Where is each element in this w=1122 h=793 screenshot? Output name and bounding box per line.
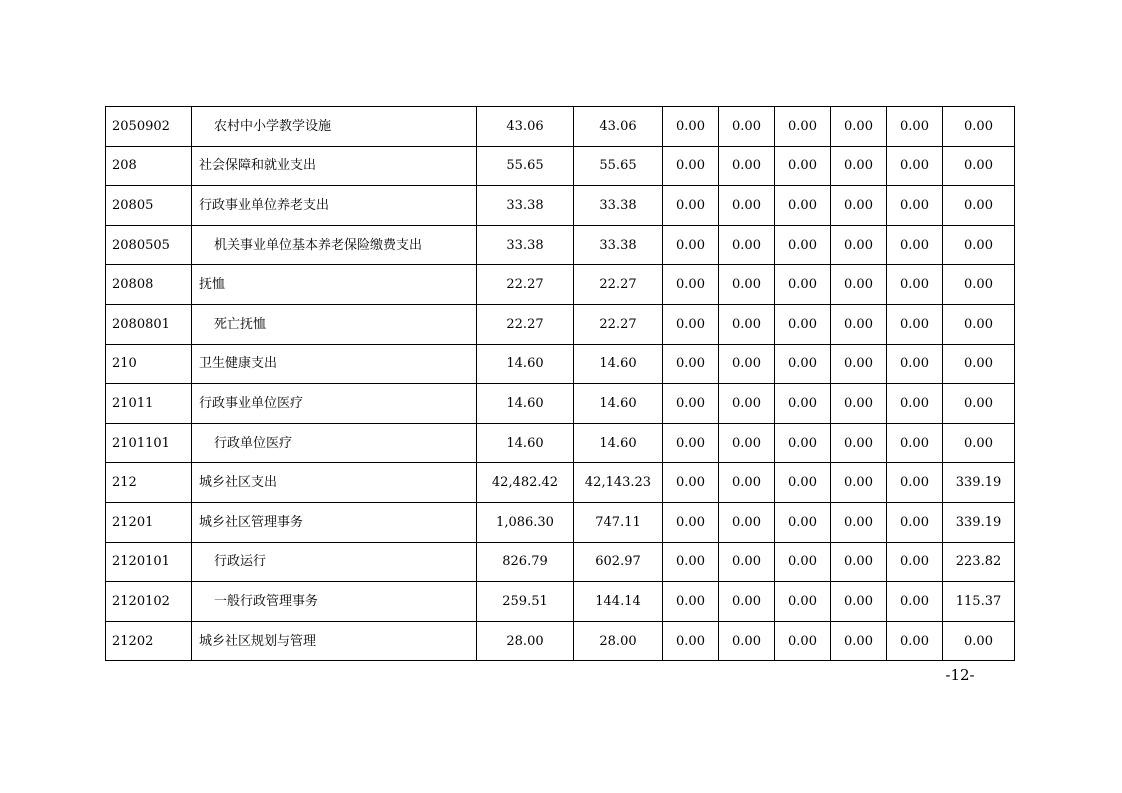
subject-name-cell: 社会保障和就业支出 xyxy=(192,146,477,186)
amount-cell: 0.00 xyxy=(887,423,943,463)
amount-cell: 22.27 xyxy=(477,304,574,344)
table-row xyxy=(106,225,1015,265)
amount-cell: 42,482.42 xyxy=(477,463,574,503)
amount-cell: 0.00 xyxy=(775,107,831,147)
amount-cell: 0.00 xyxy=(663,502,719,542)
amount-cell: 0.00 xyxy=(887,146,943,186)
subject-code-cell: 212 xyxy=(106,463,192,503)
amount-cell: 0.00 xyxy=(663,146,719,186)
amount-cell: 14.60 xyxy=(574,423,663,463)
amount-cell: 0.00 xyxy=(775,384,831,424)
subject-code-cell: 210 xyxy=(106,344,192,384)
subject-name-cell: 农村中小学教学设施 xyxy=(192,107,477,147)
amount-cell: 0.00 xyxy=(943,423,1015,463)
amount-cell: 0.00 xyxy=(663,621,719,661)
amount-cell: 0.00 xyxy=(831,384,887,424)
amount-cell: 0.00 xyxy=(663,304,719,344)
amount-cell: 55.65 xyxy=(574,146,663,186)
subject-name-cell: 行政运行 xyxy=(192,542,477,582)
amount-cell: 0.00 xyxy=(775,502,831,542)
amount-cell: 0.00 xyxy=(943,186,1015,226)
amount-cell: 0.00 xyxy=(831,107,887,147)
amount-cell: 0.00 xyxy=(663,186,719,226)
amount-cell: 0.00 xyxy=(719,304,775,344)
amount-cell: 0.00 xyxy=(887,186,943,226)
amount-cell: 28.00 xyxy=(574,621,663,661)
amount-cell: 0.00 xyxy=(719,146,775,186)
table-row xyxy=(106,107,1015,147)
subject-name-cell: 抚恤 xyxy=(192,265,477,305)
amount-cell: 0.00 xyxy=(719,344,775,384)
table-row xyxy=(106,621,1015,661)
amount-cell: 0.00 xyxy=(775,463,831,503)
subject-code-cell: 21201 xyxy=(106,502,192,542)
amount-cell: 0.00 xyxy=(831,304,887,344)
amount-cell: 0.00 xyxy=(775,304,831,344)
amount-cell: 0.00 xyxy=(663,542,719,582)
subject-code-cell: 21011 xyxy=(106,384,192,424)
amount-cell: 0.00 xyxy=(943,384,1015,424)
amount-cell: 0.00 xyxy=(775,542,831,582)
amount-cell: 0.00 xyxy=(831,463,887,503)
amount-cell: 0.00 xyxy=(719,582,775,622)
table-row xyxy=(106,265,1015,305)
amount-cell: 0.00 xyxy=(943,344,1015,384)
amount-cell: 0.00 xyxy=(775,225,831,265)
amount-cell: 0.00 xyxy=(943,146,1015,186)
table-row xyxy=(106,384,1015,424)
amount-cell: 0.00 xyxy=(719,621,775,661)
amount-cell: 14.60 xyxy=(574,344,663,384)
amount-cell: 0.00 xyxy=(887,502,943,542)
amount-cell: 747.11 xyxy=(574,502,663,542)
amount-cell: 0.00 xyxy=(831,502,887,542)
amount-cell: 0.00 xyxy=(943,304,1015,344)
subject-code-cell: 2050902 xyxy=(106,107,192,147)
amount-cell: 0.00 xyxy=(775,621,831,661)
amount-cell: 0.00 xyxy=(663,344,719,384)
amount-cell: 55.65 xyxy=(477,146,574,186)
amount-cell: 14.60 xyxy=(477,423,574,463)
amount-cell: 0.00 xyxy=(831,146,887,186)
amount-cell: 0.00 xyxy=(775,265,831,305)
amount-cell: 0.00 xyxy=(887,225,943,265)
subject-name-cell: 行政事业单位医疗 xyxy=(192,384,477,424)
amount-cell: 0.00 xyxy=(887,107,943,147)
amount-cell: 0.00 xyxy=(719,542,775,582)
amount-cell: 1,086.30 xyxy=(477,502,574,542)
amount-cell: 43.06 xyxy=(574,107,663,147)
subject-name-cell: 机关事业单位基本养老保险缴费支出 xyxy=(192,225,477,265)
amount-cell: 0.00 xyxy=(943,265,1015,305)
amount-cell: 22.27 xyxy=(477,265,574,305)
page-number: -12- xyxy=(945,666,975,684)
amount-cell: 0.00 xyxy=(775,186,831,226)
table-row xyxy=(106,186,1015,226)
subject-name-cell: 城乡社区支出 xyxy=(192,463,477,503)
table-row xyxy=(106,502,1015,542)
amount-cell: 33.38 xyxy=(477,225,574,265)
amount-cell: 0.00 xyxy=(887,344,943,384)
amount-cell: 602.97 xyxy=(574,542,663,582)
amount-cell: 0.00 xyxy=(943,621,1015,661)
amount-cell: 0.00 xyxy=(887,304,943,344)
amount-cell: 0.00 xyxy=(719,107,775,147)
amount-cell: 0.00 xyxy=(663,384,719,424)
amount-cell: 0.00 xyxy=(887,542,943,582)
subject-code-cell: 2080801 xyxy=(106,304,192,344)
subject-name-cell: 城乡社区管理事务 xyxy=(192,502,477,542)
amount-cell: 259.51 xyxy=(477,582,574,622)
table-row xyxy=(106,344,1015,384)
amount-cell: 0.00 xyxy=(719,463,775,503)
amount-cell: 0.00 xyxy=(663,582,719,622)
amount-cell: 339.19 xyxy=(943,463,1015,503)
subject-name-cell: 行政事业单位养老支出 xyxy=(192,186,477,226)
amount-cell: 0.00 xyxy=(831,621,887,661)
amount-cell: 0.00 xyxy=(719,186,775,226)
subject-code-cell: 21202 xyxy=(106,621,192,661)
amount-cell: 0.00 xyxy=(831,265,887,305)
amount-cell: 0.00 xyxy=(831,225,887,265)
amount-cell: 22.27 xyxy=(574,265,663,305)
amount-cell: 144.14 xyxy=(574,582,663,622)
amount-cell: 0.00 xyxy=(887,265,943,305)
amount-cell: 0.00 xyxy=(663,265,719,305)
amount-cell: 0.00 xyxy=(887,582,943,622)
subject-name-cell: 行政单位医疗 xyxy=(192,423,477,463)
amount-cell: 0.00 xyxy=(775,344,831,384)
subject-code-cell: 2101101 xyxy=(106,423,192,463)
subject-code-cell: 208 xyxy=(106,146,192,186)
amount-cell: 0.00 xyxy=(663,225,719,265)
amount-cell: 42,143.23 xyxy=(574,463,663,503)
subject-code-cell: 20805 xyxy=(106,186,192,226)
subject-code-cell: 20808 xyxy=(106,265,192,305)
amount-cell: 33.38 xyxy=(574,186,663,226)
amount-cell: 33.38 xyxy=(574,225,663,265)
amount-cell: 0.00 xyxy=(719,384,775,424)
table-row xyxy=(106,463,1015,503)
amount-cell: 0.00 xyxy=(831,582,887,622)
amount-cell: 0.00 xyxy=(831,186,887,226)
subject-code-cell: 2120102 xyxy=(106,582,192,622)
amount-cell: 28.00 xyxy=(477,621,574,661)
subject-code-cell: 2120101 xyxy=(106,542,192,582)
table-row xyxy=(106,582,1015,622)
subject-name-cell: 城乡社区规划与管理 xyxy=(192,621,477,661)
amount-cell: 0.00 xyxy=(943,107,1015,147)
table-row xyxy=(106,542,1015,582)
amount-cell: 33.38 xyxy=(477,186,574,226)
amount-cell: 0.00 xyxy=(831,542,887,582)
amount-cell: 14.60 xyxy=(574,384,663,424)
amount-cell: 0.00 xyxy=(663,423,719,463)
table-body xyxy=(106,107,1015,661)
amount-cell: 43.06 xyxy=(477,107,574,147)
table-row xyxy=(106,304,1015,344)
amount-cell: 22.27 xyxy=(574,304,663,344)
amount-cell: 0.00 xyxy=(663,107,719,147)
amount-cell: 14.60 xyxy=(477,344,574,384)
amount-cell: 0.00 xyxy=(887,384,943,424)
amount-cell: 0.00 xyxy=(887,621,943,661)
amount-cell: 0.00 xyxy=(831,344,887,384)
table-row xyxy=(106,146,1015,186)
amount-cell: 0.00 xyxy=(943,225,1015,265)
subject-name-cell: 一般行政管理事务 xyxy=(192,582,477,622)
amount-cell: 0.00 xyxy=(887,463,943,503)
amount-cell: 14.60 xyxy=(477,384,574,424)
subject-name-cell: 死亡抚恤 xyxy=(192,304,477,344)
subject-code-cell: 2080505 xyxy=(106,225,192,265)
amount-cell: 0.00 xyxy=(719,423,775,463)
amount-cell: 115.37 xyxy=(943,582,1015,622)
amount-cell: 0.00 xyxy=(775,146,831,186)
budget-table xyxy=(105,106,1015,661)
amount-cell: 339.19 xyxy=(943,502,1015,542)
amount-cell: 0.00 xyxy=(719,225,775,265)
amount-cell: 223.82 xyxy=(943,542,1015,582)
amount-cell: 0.00 xyxy=(775,423,831,463)
subject-name-cell: 卫生健康支出 xyxy=(192,344,477,384)
amount-cell: 0.00 xyxy=(831,423,887,463)
amount-cell: 0.00 xyxy=(663,463,719,503)
amount-cell: 0.00 xyxy=(775,582,831,622)
amount-cell: 0.00 xyxy=(719,265,775,305)
amount-cell: 826.79 xyxy=(477,542,574,582)
table-row xyxy=(106,423,1015,463)
amount-cell: 0.00 xyxy=(719,502,775,542)
